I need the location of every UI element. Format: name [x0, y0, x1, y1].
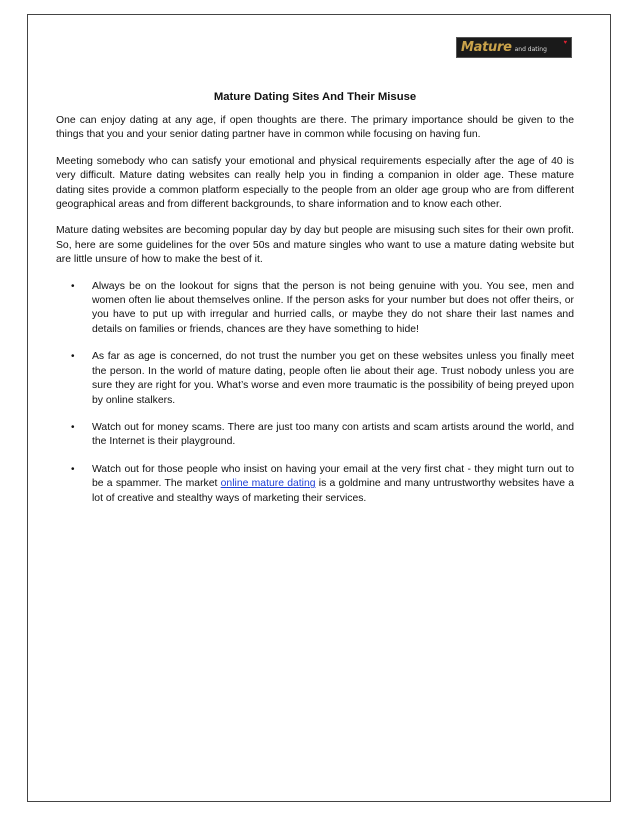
guidelines-list: [56, 280, 574, 506]
logo-main-text: Mature: [461, 40, 512, 55]
paragraph-intro: One can enjoy dating at any age, if open thoughts are there. The primary importance should be given to the things that you and your senior dating partner have in common while focusing on having fun.: [56, 115, 574, 141]
list-item: [56, 463, 574, 506]
paragraph-meeting: Meeting somebody who can satisfy your emotional and physical requirements especially after the age of 40 is very difficult. Mature dating websites can really help you in finding a companion in older age. These mature dating sites provide a common platform especially to the people from an older age group who are from different geographical areas and from different backgrounds, to share information and to know each other.: [56, 155, 574, 211]
logo-sub-text: and dating: [514, 46, 547, 53]
list-item-text: Always be on the lookout for signs that the person is not being genuine with you. You see, men and women often lie about themselves online. If the person asks for your number but does not offer theirs, or you have to put up with irregular and hurried calls, or maybe they do not share their last names and details on families or friends, chances are they have something to hide!: [92, 280, 574, 335]
bullet-icon: •: [71, 421, 75, 433]
document-title: Mature Dating Sites And Their Misuse: [213, 91, 417, 103]
list-item: [56, 421, 574, 450]
heart-icon: ♥: [563, 40, 567, 46]
list-item-text-after-link: is a goldmine and many untrustworthy websites have a lot of creative and stealthy ways of marketing their services.: [92, 478, 575, 504]
list-item-text: Watch out for money scams. There are just too many con artists and scam artists around the world, and the Internet is their playground.: [92, 421, 574, 448]
paragraph-popularity: Mature dating websites are becoming popular day by day but people are misusing such sites for their own profit. So, here are some guidelines for the over 50s and mature singles who want to use a mature dating website but are little unsure of how to make the best of it.: [56, 225, 574, 266]
site-logo: [456, 37, 572, 58]
bullet-icon: •: [71, 351, 75, 363]
list-item-text: As far as age is concerned, do not trust the number you get on these websites unless you finally meet the person. In the world of mature dating, people often lie about their age. Trust nobody unless you are sure they are right for you. What’s worse and even more traumatic is the possibility of being preyed upon by online stalkers.: [92, 351, 574, 406]
list-item: [56, 280, 574, 338]
bullet-icon: •: [71, 280, 75, 292]
online-mature-dating-link[interactable]: online mature dating: [220, 478, 316, 490]
bullet-icon: •: [71, 463, 75, 475]
document-body: [56, 90, 574, 519]
list-item: [56, 350, 574, 408]
list-item-text-before-link: Watch out for those people who insist on having your email at the very first chat - they might turn out to be a spammer. The market: [92, 463, 574, 490]
